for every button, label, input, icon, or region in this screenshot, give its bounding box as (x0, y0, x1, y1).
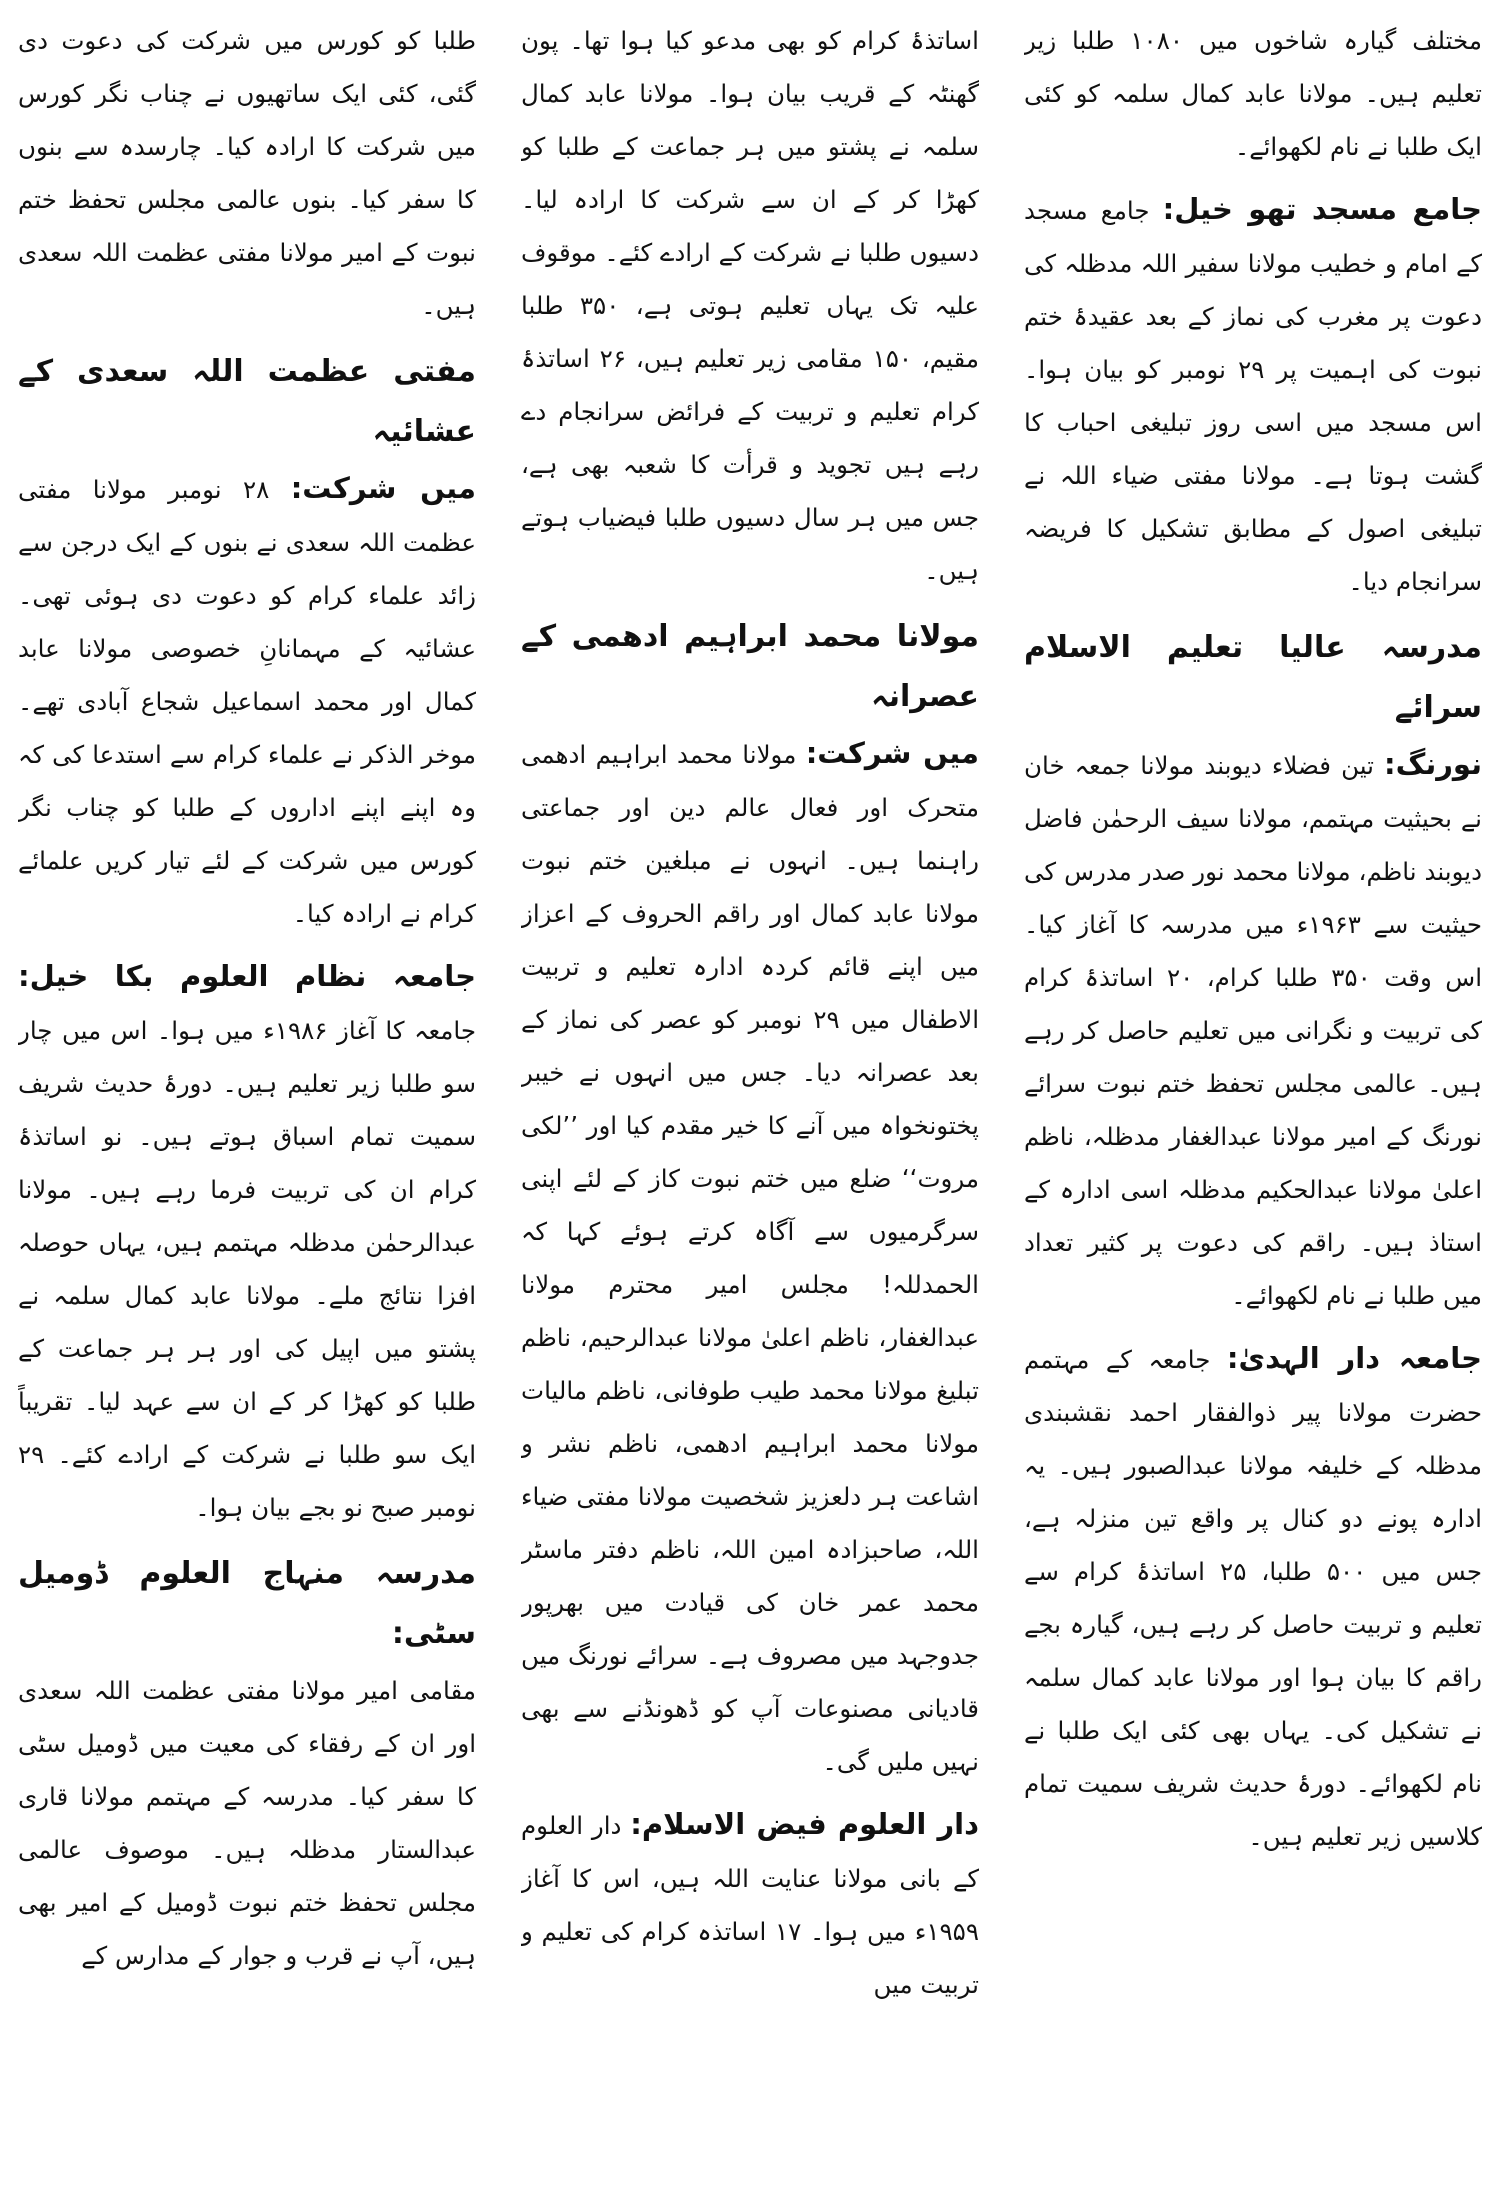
section-heading: مدرسہ عالیا تعلیم الاسلام سرائے (1024, 630, 1482, 725)
paragraph-text: تین فضلاء دیوبند مولانا جمعہ خان نے بحیثیت مہتمم، مولانا سیف الرحمٰن فاضل دیوبند ناظم، مولانا محمد نور صدر مدرس کی حیثیت سے ۱۹۶۳ء میں مدرسہ کا آغاز کیا۔ اس وقت ۳۵۰ طلبا کرام، ۲۰ اساتذۂ کرام کی تربیت و نگرانی میں تعلیم حاصل کر رہے ہیں۔ عالمی مجلس تحفظ ختم نبوت سرائے نورنگ کے امیر مولانا عبدالغفار مدظلہ، ناظم اعلیٰ مولانا عبدالحکیم مدظلہ اسی ادارہ کے استاذ ہیں۔ راقم کی دعوت پر کثیر تعداد میں طلبا نے نام لکھوائے۔ (1024, 751, 1482, 1310)
text-column-right (18, 14, 476, 2200)
article-paragraph (521, 1798, 979, 2011)
paragraph-text: دار العلوم کے بانی مولانا عنایت اللہ ہیں، اس کا آغاز ۱۹۵۹ء میں ہوا۔ ۱۷ اساتذہ کرام کی تعلیم و تربیت میں (521, 1811, 979, 1999)
section-heading: مدرسہ منہاج العلوم ڈومیل سٹی: (18, 1556, 476, 1651)
inline-heading: جامع مسجد تھو خیل: (1162, 192, 1482, 226)
article-paragraph (18, 462, 476, 940)
paragraph-text: جامعہ کا آغاز ۱۹۸۶ء میں ہوا۔ اس میں چار سو طلبا زیر تعلیم ہیں۔ دورۂ حدیث شریف سمیت تمام اسباق ہوتے ہیں۔ نو اساتذۂ کرام ان کی تربیت فرما رہے ہیں۔ مولانا عبدالرحمٰن مدظلہ مہتمم ہیں، یہاں حوصلہ افزا نتائج ملے۔ مولانا عابد کمال سلمہ نے پشتو میں اپیل کی اور ہر ہر جماعت کے طلبا کو کھڑا کر کے ان سے عہد لیا۔ تقریباً ایک سو طلبا نے شرکت کے ارادے کئے۔ ۲۹ نومبر صبح نو بجے بیان ہوا۔ (18, 1016, 476, 1522)
inline-heading: جامعہ دار الہدیٰ: (1226, 1341, 1482, 1375)
article-paragraph: مختلف گیارہ شاخوں میں ۱۰۸۰ طلبا زیر تعلیم ہیں۔ مولانا عابد کمال سلمہ کو کئی ایک طلبا نے نام لکھوائے۔ (1024, 26, 1482, 161)
text-column-middle (521, 14, 979, 2200)
paragraph-text: ۲۸ نومبر مولانا مفتی عظمت اللہ سعدی نے بنوں کے ایک درجن سے زائد علماء کرام کو دعوت دی ہوئی تھی۔ عشائیہ کے مہمانانِ خصوصی مولانا عابد کمال اور محمد اسماعیل شجاع آبادی تھے۔ موخر الذکر نے علماء کرام سے استدعا کی کہ وہ اپنے اپنے اداروں کے طلبا کو چناب نگر کورس میں شرکت کے لئے تیار کریں علمائے کرام نے ارادہ کیا۔ (18, 475, 476, 928)
article-paragraph: طلبا کو کورس میں شرکت کی دعوت دی گئی، کئی ایک ساتھیوں نے چناب نگر کورس میں شرکت کا ارادہ کیا۔ چارسدہ سے بنوں کا سفر کیا۔ بنوں عالمی مجلس تحفظ ختم نبوت کے امیر مولانا مفتی عظمت اللہ سعدی ہیں۔ (18, 26, 476, 320)
paragraph-text: جامعہ کے مہتمم حضرت مولانا پیر ذوالفقار احمد نقشبندی مدظلہ کے خلیفہ مولانا عبدالصبور ہیں۔ یہ ادارہ پونے دو کنال پر واقع تین منزلہ ہے، جس میں ۵۰۰ طلبا، ۲۵ اساتذۂ کرام سے تعلیم و تربیت حاصل کر رہے ہیں، گیارہ بجے راقم کا بیان ہوا اور مولانا عابد کمال سلمہ نے تشکیل کی۔ یہاں بھی کئی ایک طلبا نے نام لکھوائے۔ دورۂ حدیث شریف سمیت تمام کلاسیں زیر تعلیم ہیں۔ (1024, 1345, 1482, 1851)
inline-heading: میں شرکت: (290, 471, 476, 505)
article-paragraph: اساتذۂ کرام کو بھی مدعو کیا ہوا تھا۔ پون گھنٹہ کے قریب بیان ہوا۔ مولانا عابد کمال سلمہ نے پشتو میں ہر جماعت کے طلبا کو کھڑا کر کے ان سے شرکت کا ارادہ لیا۔ دسیوں طلبا نے شرکت کے ارادے کئے۔ موقوف علیہ تک یہاں تعلیم ہوتی ہے، ۳۵۰ طلبا مقیم، ۱۵۰ مقامی زیر تعلیم ہیں، ۲۶ اساتذۂ کرام تعلیم و تربیت کے فرائض سرانجام دے رہے ہیں تجوید و قرأت کا شعبہ بھی ہے، جس میں ہر سال دسیوں طلبا فیضیاب ہوتے ہیں۔ (521, 26, 979, 585)
paragraph-text: مولانا محمد ابراہیم ادھمی متحرک اور فعال عالم دین اور جماعتی راہنما ہیں۔ انہوں نے مبلغین ختم نبوت مولانا عابد کمال اور راقم الحروف کے اعزاز میں اپنے قائم کردہ ادارہ تعلیم و تربیت الاطفال میں ۲۹ نومبر کو عصر کی نماز کے بعد عصرانہ دیا۔ جس میں انہوں نے خیبر پختونخواہ میں آنے کا خیر مقدم کیا اور ’’لکی مروت‘‘ ضلع میں ختم نبوت کاز کے لئے اپنی سرگرمیوں سے آگاہ کرتے ہوئے کہا کہ الحمدللہ! مجلس امیر محترم مولانا عبدالغفار، ناظم اعلیٰ مولانا عبدالرحیم، ناظم تبلیغ مولانا محمد طیب طوفانی، ناظم مالیات مولانا محمد ابراہیم ادھمی، ناظم نشر و اشاعت ہر دلعزیز شخصیت مولانا مفتی ضیاء اللہ، صاحبزادہ امین اللہ، ناظم دفتر ماسٹر محمد عمر خان کی قیادت میں بھرپور جدوجہد میں مصروف ہے۔ سرائے نورنگ میں قادیانی مصنوعات آپ کو ڈھونڈنے سے بھی نہیں ملیں گی۔ (521, 740, 979, 1776)
article-paragraph: مقامی امیر مولانا مفتی عظمت اللہ سعدی اور ان کے رفقاء کی معیت میں ڈومیل سٹی کا سفر کیا۔ مدرسہ کے مہتمم مولانا قاری عبدالستار مدظلہ ہیں۔ موصوف عالمی مجلس تحفظ ختم نبوت ڈومیل کے امیر بھی ہیں، آپ نے قرب و جوار کے مدارس کے (18, 1676, 476, 1970)
paragraph-text: جامع مسجد کے امام و خطیب مولانا سفیر اللہ مدظلہ کی دعوت پر مغرب کی نماز کے بعد عقیدۂ ختم نبوت کی اہمیت پر ۲۹ نومبر کو بیان ہوا۔ اس مسجد میں اسی روز تبلیغی احباب کا گشت ہوتا ہے۔ مولانا مفتی ضیاء اللہ نے تبلیغی اصول کے مطابق تشکیل کا فریضہ سرانجام دیا۔ (1024, 196, 1482, 596)
section-heading: مفتی عظمت اللہ سعدی کے عشائیہ (18, 354, 476, 449)
article-paragraph (18, 950, 476, 1534)
article-paragraph (1024, 1332, 1482, 1863)
inline-heading: نورنگ: (1384, 747, 1482, 781)
inline-heading: دار العلوم فیض الاسلام: (630, 1807, 979, 1841)
article-paragraph (521, 727, 979, 1788)
article-paragraph (1024, 738, 1482, 1322)
inline-heading: جامعہ نظام العلوم بکا خیل: (18, 959, 476, 993)
article-paragraph (1024, 183, 1482, 608)
inline-heading: میں شرکت: (805, 736, 979, 770)
section-heading: مولانا محمد ابراہیم ادھمی کے عصرانہ (521, 619, 979, 714)
text-column-left (1024, 14, 1482, 2200)
